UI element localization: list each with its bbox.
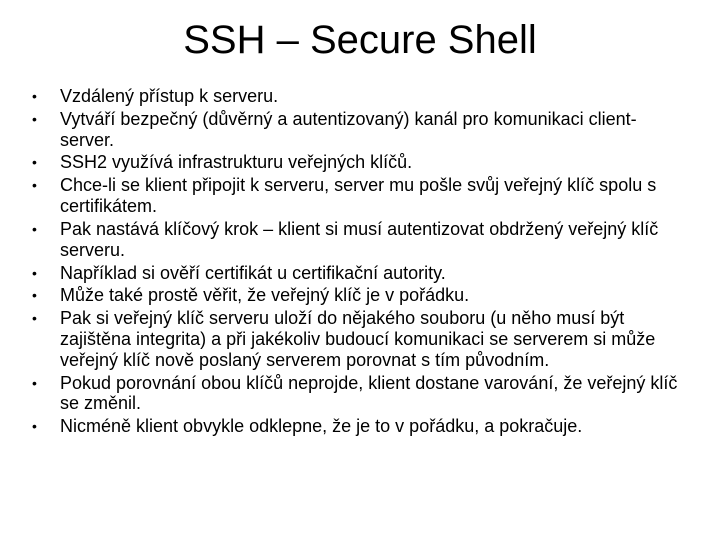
bullet-dot: •	[32, 418, 37, 435]
bullet-item	[32, 175, 682, 216]
bullet-item	[32, 416, 682, 437]
bullet-dot: •	[32, 110, 37, 127]
bullet-item	[32, 109, 682, 150]
bullet-dot: •	[32, 88, 37, 104]
bullet-item	[32, 285, 682, 306]
bullet-text: Může také prostě věřit, že veřejný klíč je v pořádku.	[60, 285, 470, 306]
slide-title: SSH – Secure Shell	[183, 18, 537, 62]
bullet-text: Například si ověří certifikát u certifikační autority.	[60, 262, 446, 283]
bullet-item	[32, 219, 682, 260]
bullet-dot: •	[32, 154, 37, 171]
bullet-item	[32, 308, 682, 370]
bullet-item	[32, 373, 682, 414]
bullet-list	[32, 86, 682, 439]
bullet-dot: •	[32, 310, 37, 327]
bullet-text: Chce-li se klient připojit k serveru, server mu pošle svůj veřejný klíč spolu s certifikátem.	[60, 175, 657, 217]
bullet-dot: •	[32, 177, 37, 194]
bullet-text: Pak nastává klíčový krok – klient si musí autentizovat obdržený veřejný klíč serveru.	[60, 218, 659, 260]
bullet-item	[32, 86, 682, 107]
bullet-text: SSH2 využívá infrastrukturu veřejných klíčů.	[60, 152, 413, 173]
bullet-item	[32, 152, 682, 173]
bullet-text: Pokud porovnání obou klíčů neprojde, klient dostane varování, že veřejný klíč se změnil.	[60, 372, 678, 414]
bullet-text: Vytváří bezpečný (důvěrný a autentizovaný) kanál pro komunikaci client-server.	[60, 108, 637, 150]
bullet-dot: •	[32, 264, 37, 281]
bullet-dot: •	[32, 374, 37, 391]
bullet-dot: •	[32, 220, 37, 237]
bullet-item	[32, 263, 682, 284]
bullet-text: Vzdálený přístup k serveru.	[60, 86, 279, 106]
bullet-text: Nicméně klient obvykle odklepne, že je to v pořádku, a pokračuje.	[60, 416, 583, 437]
bullet-text: Pak si veřejný klíč serveru uloží do nějakého souboru (u něho musí být zajištěna integrita) a při jakékoliv budoucí komunikaci se serverem si může veřejný klíč nově poslaný serverem porovnat s tím původním.	[60, 308, 656, 370]
bullet-dot: •	[32, 287, 37, 304]
